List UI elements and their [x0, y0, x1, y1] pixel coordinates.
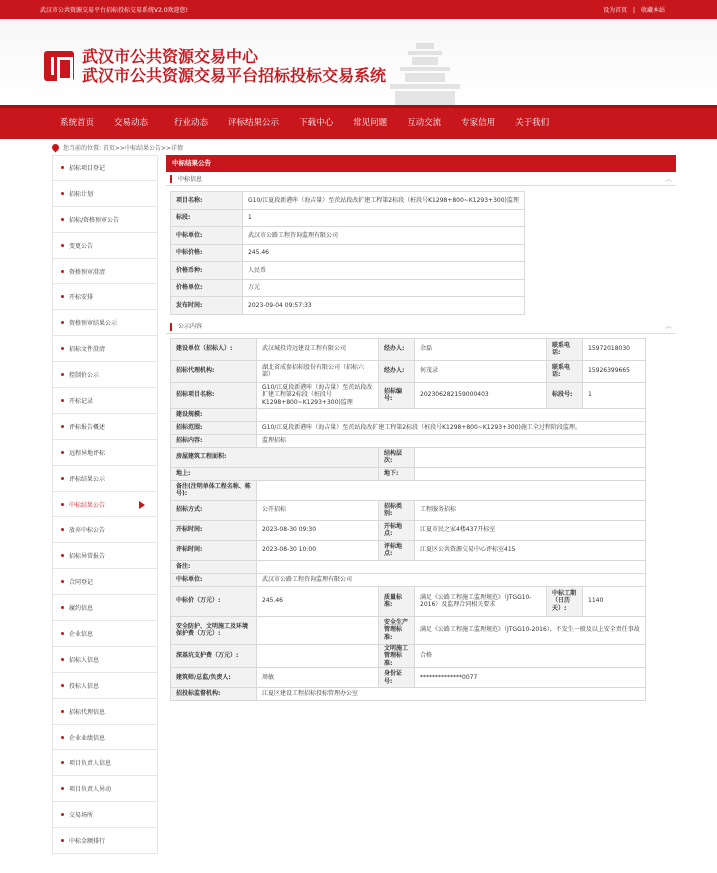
bullet-icon: [61, 658, 64, 661]
bullet-icon: [61, 244, 64, 247]
field-label: 招标编号:: [379, 382, 415, 408]
sidebar: [52, 155, 158, 854]
bullet-icon: [61, 684, 64, 687]
table-row: [171, 227, 525, 245]
sidebar-item-label: 评标报告概述: [69, 423, 106, 431]
bullet-icon: [61, 787, 64, 790]
sidebar-item-label: 评标结果公示: [69, 475, 106, 483]
field-label: 结构层次:: [379, 447, 415, 467]
sidebar-item[interactable]: [52, 284, 158, 310]
bullet-icon: [61, 270, 64, 273]
active-arrow-icon: [139, 501, 145, 509]
bullet-icon: [61, 192, 64, 195]
site-title-line1: 武汉市公共资源交易中心: [82, 47, 259, 66]
breadcrumb: [0, 139, 717, 155]
field-label: 建设单位（招标人）:: [171, 338, 257, 360]
sidebar-item-label: 变更公告: [69, 242, 94, 250]
bullet-icon: [61, 347, 64, 350]
field-value: [257, 616, 379, 644]
sidebar-item[interactable]: [52, 181, 158, 207]
breadcrumb-text: 您当前的位置: 首页>>中标结果公告>>详情: [63, 144, 184, 152]
table-row: [171, 688, 646, 701]
field-label: 招标方式:: [171, 500, 257, 520]
field-label: 标段号:: [547, 382, 583, 408]
table-row: [171, 644, 646, 668]
sidebar-item-label: 远程异地评标: [69, 449, 106, 457]
field-value: 江夏市民之家4楼437开标室: [415, 520, 646, 540]
table-row: [171, 586, 646, 616]
table-row: [171, 447, 646, 467]
site-header: [0, 19, 717, 105]
field-value: 20230628215900040​3: [415, 382, 547, 408]
bullet-icon: [61, 451, 64, 454]
field-value: 满足《公路工程施工监理规范》（JTGG10-2016）及监理合同相关要求: [415, 586, 547, 616]
sidebar-item-label: 招标代理信息: [69, 708, 106, 716]
chevron-up-icon[interactable]: ︽: [665, 174, 672, 183]
table-row: [171, 540, 646, 560]
table-row: [171, 573, 646, 586]
sidebar-item-label: 履约信息: [69, 605, 94, 613]
main-nav: [0, 105, 717, 139]
field-value: [257, 480, 646, 500]
field-label: 安全生产管理标准:: [379, 616, 415, 644]
sidebar-item[interactable]: [52, 492, 158, 518]
table-row: [171, 244, 525, 262]
field-label: 地上:: [171, 467, 379, 480]
field-label: 文明施工管理标准:: [379, 644, 415, 668]
table-row: [171, 434, 646, 447]
sidebar-item-label: 资格预审结果公示: [69, 320, 118, 328]
sidebar-item[interactable]: [52, 466, 158, 492]
bookmark-link[interactable]: 收藏本站: [640, 7, 665, 14]
table-row: [171, 560, 646, 573]
field-label: 发布时间:: [171, 297, 243, 315]
table-row: [171, 382, 646, 408]
bullet-icon: [61, 321, 64, 324]
top-links: [599, 5, 665, 14]
field-label: 建设规模:: [171, 408, 257, 421]
sidebar-item[interactable]: [52, 802, 158, 828]
field-value: 245.46: [257, 586, 379, 616]
sidebar-item-label: 交易场所: [69, 812, 94, 820]
nav-item[interactable]: 评标结果公示: [228, 118, 280, 128]
nav-item[interactable]: 下载中心: [299, 118, 334, 128]
field-label: 地下:: [379, 467, 415, 480]
field-value: 武汉城投诗远建设工程有限公司: [257, 338, 379, 360]
bullet-icon: [61, 503, 64, 506]
table-row: [171, 421, 646, 434]
bullet-icon: [61, 580, 64, 583]
field-label: 建筑师/总监/负责人:: [171, 668, 257, 688]
top-bar: [0, 0, 717, 19]
table-row: [171, 480, 646, 500]
field-value: G10/江夏段新港咔（海吉量）至茨站段改扩建工程第2标段（桩段号K1298+800~K1293+300)监理: [243, 192, 525, 210]
field-label: 深基坑支护费（万元）:: [171, 644, 257, 668]
table-row: [171, 520, 646, 540]
sidebar-item-label: 合同登记: [69, 579, 94, 587]
field-label: 联系电话:: [547, 360, 583, 382]
section-title: 中标信息: [178, 175, 203, 183]
sidebar-item[interactable]: [52, 750, 158, 776]
field-value: 1: [243, 209, 525, 227]
sidebar-item[interactable]: [52, 699, 158, 725]
field-label: 项目名称:: [171, 192, 243, 210]
content-panel: [166, 155, 676, 854]
field-value: 江夏区公共资源交易中心评标室415: [415, 540, 646, 560]
sidebar-item-label: 招标/资格预审公告: [69, 216, 120, 224]
field-label: 中标价（万元）:: [171, 586, 257, 616]
sidebar-item[interactable]: [52, 336, 158, 362]
field-label: 中标单位:: [171, 227, 243, 245]
bullet-icon: [61, 761, 64, 764]
bullet-icon: [61, 218, 64, 221]
sidebar-item[interactable]: [52, 543, 158, 569]
field-label: 标段:: [171, 209, 243, 227]
table-row: [171, 297, 525, 315]
sidebar-item-label: 企业业绩信息: [69, 734, 106, 742]
field-value: 公开招标: [257, 500, 379, 520]
bullet-icon: [61, 736, 64, 739]
sidebar-item-label: 中标结果公告: [69, 501, 106, 509]
table-row: [171, 408, 646, 421]
field-value: 监理招标: [257, 434, 646, 447]
bullet-icon: [61, 813, 64, 816]
sidebar-item-label: 招标计划: [69, 190, 94, 198]
field-value: 工程服务招标: [415, 500, 646, 520]
sidebar-item-label: 资格预审澄清: [69, 268, 106, 276]
sidebar-item[interactable]: [52, 414, 158, 440]
notice-content-table: [170, 338, 646, 702]
bullet-icon: [61, 425, 64, 428]
nav-item[interactable]: 互动交流: [407, 118, 442, 128]
field-value: 周敏: [257, 668, 379, 688]
site-title[interactable]: [82, 47, 386, 85]
field-label: 开标时间:: [171, 520, 257, 540]
nav-item[interactable]: 交易动态: [114, 118, 149, 128]
field-label: 评标时间:: [171, 540, 257, 560]
section-bar: [170, 175, 172, 183]
chevron-up-icon[interactable]: ︽: [665, 322, 672, 330]
field-label: 安全防护、文明施工及环境保护费（万元）:: [171, 616, 257, 644]
bullet-icon: [61, 373, 64, 376]
welcome-text: 武汉市公共资源交易平台招标投标交易系统V2.0欢迎您!: [40, 7, 189, 14]
panel-title: 中标结果公告: [166, 155, 676, 172]
site-title-line2: 武汉市公共资源交易平台招标投标交易系统: [82, 66, 387, 85]
field-label: 经办人:: [379, 338, 415, 360]
field-value: 15972018030: [583, 338, 646, 360]
field-value: 武汉市公路工程咨询监理有限公司: [243, 227, 525, 245]
section-header-award-info[interactable]: [166, 172, 676, 186]
bullet-icon: [61, 606, 64, 609]
table-row: [171, 262, 525, 280]
sidebar-item[interactable]: [52, 595, 158, 621]
sidebar-item[interactable]: [52, 725, 158, 751]
field-label: 招投标监督机构:: [171, 688, 257, 701]
field-value: [257, 408, 646, 421]
field-label: 中标工期（日历天）:: [547, 586, 583, 616]
table-row: [171, 467, 646, 480]
nav-item[interactable]: 专家信用: [461, 118, 496, 128]
sidebar-item[interactable]: [52, 440, 158, 466]
field-value: [257, 644, 379, 668]
field-value: 武汉市公路工程咨询监理有限公司: [257, 573, 646, 586]
pagoda-watermark-icon: [380, 39, 470, 105]
field-label: 质量标准:: [379, 586, 415, 616]
bullet-icon: [61, 554, 64, 557]
sidebar-item-label: 企业信息: [69, 630, 94, 638]
field-value: G10/江夏段新港咔（海吉量）至茨站段改扩建工程第2标段（桩段号K1298+800~K1293+300)施工全过程阶段监理。: [257, 421, 646, 434]
field-value: 1140: [583, 586, 646, 616]
field-label: 招标类别:: [379, 500, 415, 520]
sidebar-item[interactable]: [52, 310, 158, 336]
sidebar-item[interactable]: [52, 621, 158, 647]
field-value: [415, 467, 646, 480]
set-home-link[interactable]: 设为首页: [603, 7, 628, 14]
bullet-icon: [61, 166, 64, 169]
section-title: 公示内容: [178, 323, 203, 331]
field-value: 满足《公路工程施工监理规范》（JTGG10-2016），不发生一般及以上安全责任事故: [415, 616, 646, 644]
table-row: [171, 668, 646, 688]
table-row: [171, 192, 525, 210]
field-label: 开标地点:: [379, 520, 415, 540]
field-value: 1: [583, 382, 646, 408]
field-label: 备注:: [171, 560, 257, 573]
sidebar-item[interactable]: [52, 776, 158, 802]
field-label: 评标地点:: [379, 540, 415, 560]
field-value: 2023-08-30 10:00: [257, 540, 379, 560]
field-value: 15926399665: [583, 360, 646, 382]
sidebar-item-label: 项目负责人信息: [69, 760, 112, 768]
field-label: 备注(注明单体工程名称、栋号):: [171, 480, 257, 500]
sidebar-item[interactable]: [52, 569, 158, 595]
field-value: 余磊: [415, 338, 547, 360]
sidebar-item-label: 开标记录: [69, 397, 94, 405]
bullet-icon: [61, 528, 64, 531]
bullet-icon: [61, 477, 64, 480]
sidebar-item[interactable]: [52, 517, 158, 543]
field-label: 招标项目名称:: [171, 382, 257, 408]
table-row: [171, 500, 646, 520]
field-label: 房屋建筑工程面积:: [171, 447, 379, 467]
field-label: 招标代理机构:: [171, 360, 257, 382]
sidebar-item[interactable]: [52, 362, 158, 388]
sidebar-item[interactable]: [52, 828, 158, 854]
field-label: 价格币种:: [171, 262, 243, 280]
award-info-table: [170, 191, 525, 315]
field-value: 湖北省成套招标股份有限公司（招标六部）: [257, 360, 379, 382]
bullet-icon: [61, 632, 64, 635]
nav-item[interactable]: 常见问题: [353, 118, 388, 128]
table-row: [171, 209, 525, 227]
sidebar-item-label: 放弃中标公告: [69, 527, 106, 535]
field-value: 江夏区建设工程招标投标管理办公室: [257, 688, 646, 701]
bullet-icon: [61, 399, 64, 402]
field-value: [257, 560, 646, 573]
main-area: [0, 155, 717, 854]
sidebar-item-label: 控制价公示: [69, 372, 100, 380]
bullet-icon: [61, 839, 64, 842]
table-row: [171, 338, 646, 360]
sidebar-item-label: 招标文件澄清: [69, 346, 106, 354]
field-value: 245.46: [243, 244, 525, 262]
nav-item[interactable]: 系统首页: [60, 118, 95, 128]
sidebar-item[interactable]: [52, 259, 158, 285]
field-label: 经办人:: [379, 360, 415, 382]
field-value: 2023-08-30 09:30: [257, 520, 379, 540]
nav-item[interactable]: 关于我们: [515, 118, 550, 128]
field-value: **************0077: [415, 668, 646, 688]
nav-item[interactable]: 行业动态: [174, 118, 209, 128]
sidebar-item-label: 招标异常报告: [69, 553, 106, 561]
sidebar-item[interactable]: [52, 647, 158, 673]
field-label: 招标范围:: [171, 421, 257, 434]
sidebar-item-label: 招标人信息: [69, 656, 100, 664]
sidebar-item[interactable]: [52, 207, 158, 233]
field-label: 联系电话:: [547, 338, 583, 360]
field-value: 2023-09-04 09:57:33: [243, 297, 525, 315]
field-label: 中标单位:: [171, 573, 257, 586]
field-label: 身份证号:: [379, 668, 415, 688]
table-row: [171, 279, 525, 297]
site-logo-icon[interactable]: [44, 51, 74, 81]
section-bar: [170, 323, 172, 331]
sidebar-item[interactable]: [52, 155, 158, 181]
sidebar-item[interactable]: [52, 673, 158, 699]
sidebar-item[interactable]: [52, 233, 158, 259]
sidebar-item[interactable]: [52, 388, 158, 414]
sidebar-item-label: 项目负责人异动: [69, 786, 112, 794]
bullet-icon: [61, 295, 64, 298]
section-header-notice-content[interactable]: [166, 320, 676, 334]
field-label: 招标内容:: [171, 434, 257, 447]
field-value: G10/江夏段新港咔（海吉量）至茨站段改扩建工程第2标段（桩段号K1298+800~K1293+300)监理: [257, 382, 379, 408]
field-value: 人民币: [243, 262, 525, 280]
sidebar-item-label: 招标项目登记: [69, 165, 106, 173]
field-value: [415, 447, 646, 467]
field-value: 何茂录: [415, 360, 547, 382]
bullet-icon: [61, 710, 64, 713]
field-value: 合格: [415, 644, 646, 668]
table-row: [171, 360, 646, 382]
sidebar-item-label: 投标人信息: [69, 682, 100, 690]
top-divider: |: [633, 7, 636, 14]
sidebar-item-label: 中标金额排行: [69, 838, 106, 846]
sidebar-item-label: 开标安排: [69, 294, 94, 302]
field-value: 万元: [243, 279, 525, 297]
field-label: 中标价格:: [171, 244, 243, 262]
location-pin-icon: [51, 142, 61, 152]
field-label: 价格单位:: [171, 279, 243, 297]
table-row: [171, 616, 646, 644]
